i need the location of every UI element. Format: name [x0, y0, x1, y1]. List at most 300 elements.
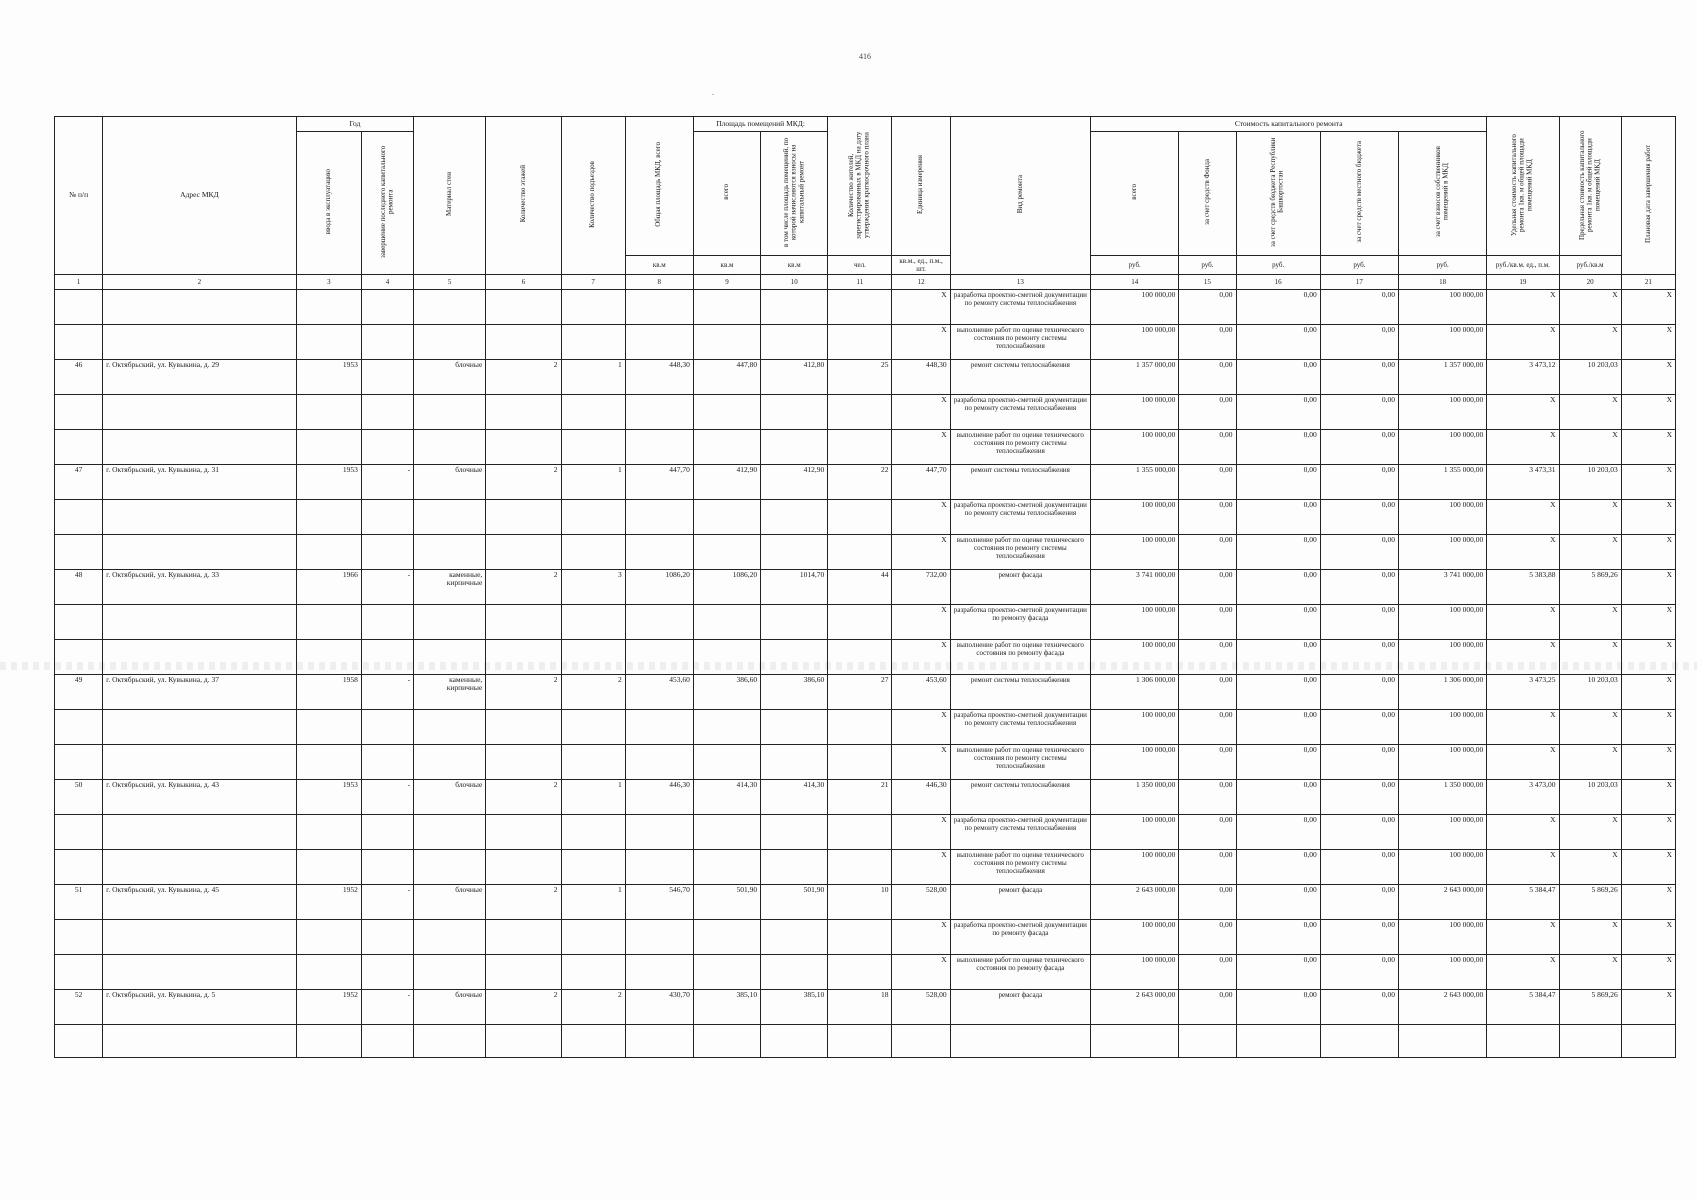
header-owners: за счет взносов собственников помещений в МКД — [1399, 132, 1487, 256]
budget-local-cell: 0,00 — [1320, 429, 1398, 464]
budget-rb-cell: 0,00 — [1236, 639, 1320, 674]
premises-total-cell — [693, 849, 760, 884]
header-address: Адрес МКД — [103, 117, 297, 275]
column-number: 17 — [1320, 274, 1398, 289]
total-area-cell: 447,70 — [625, 464, 693, 499]
table-header — [55, 117, 1676, 290]
residents-cell — [828, 1024, 892, 1057]
address-cell — [103, 429, 297, 464]
entrances-cell — [561, 429, 625, 464]
column-number: 3 — [296, 274, 361, 289]
year-repair-cell — [361, 849, 413, 884]
residents-cell — [828, 639, 892, 674]
max-cost-cell: X — [1559, 534, 1621, 569]
row-number — [55, 534, 103, 569]
unit-cell: руб. — [1179, 255, 1236, 274]
year-commission-cell: 1953 — [296, 359, 361, 394]
max-cost-cell: 10 203,03 — [1559, 674, 1621, 709]
year-commission-cell — [296, 499, 361, 534]
premises-total-cell — [693, 394, 760, 429]
cost-total-cell: 100 000,00 — [1091, 289, 1179, 324]
owners-cell: 100 000,00 — [1399, 394, 1487, 429]
owners-cell: 100 000,00 — [1399, 429, 1487, 464]
premises-total-cell — [693, 639, 760, 674]
budget-local-cell: 0,00 — [1320, 499, 1398, 534]
owners-cell: 100 000,00 — [1399, 744, 1487, 779]
entrances-cell — [561, 744, 625, 779]
work-type-cell: выполнение работ по оценке технического состояния по ремонту системы теплоснабжения — [950, 744, 1090, 779]
year-commission-cell: 1966 — [296, 569, 361, 604]
floors-cell — [486, 1024, 561, 1057]
premises-paying-cell — [761, 429, 828, 464]
floors-cell — [486, 499, 561, 534]
work-subrow — [55, 534, 1676, 569]
deadline-cell: X — [1621, 989, 1675, 1024]
work-subrow — [55, 709, 1676, 744]
unit-cost-cell: X — [1487, 709, 1559, 744]
deadline-cell — [1621, 1024, 1675, 1057]
premises-paying-cell: 1014,70 — [761, 569, 828, 604]
fund-cell: 0,00 — [1179, 639, 1236, 674]
budget-local-cell: 0,00 — [1320, 954, 1398, 989]
budget-local-cell: 0,00 — [1320, 324, 1398, 359]
column-number: 15 — [1179, 274, 1236, 289]
entrances-cell — [561, 499, 625, 534]
max-cost-cell: X — [1559, 394, 1621, 429]
max-cost-cell — [1559, 1024, 1621, 1057]
owners-cell: 100 000,00 — [1399, 954, 1487, 989]
budget-rb-cell: 0,00 — [1236, 289, 1320, 324]
wall-material-cell — [414, 499, 486, 534]
work-subrow — [55, 604, 1676, 639]
year-repair-cell — [361, 324, 413, 359]
address-cell — [103, 849, 297, 884]
header-entrances: Количество подъездов — [561, 117, 625, 275]
year-repair-cell — [361, 709, 413, 744]
budget-rb-cell: 0,00 — [1236, 324, 1320, 359]
row-number — [55, 709, 103, 744]
unit-value-cell: X — [892, 639, 950, 674]
address-cell: г. Октябрьский, ул. Кувыкина, д. 43 — [103, 779, 297, 814]
max-cost-cell: 5 869,26 — [1559, 569, 1621, 604]
year-repair-cell: - — [361, 884, 413, 919]
cost-total-cell: 1 350 000,00 — [1091, 779, 1179, 814]
owners-cell: 100 000,00 — [1399, 639, 1487, 674]
unit-value-cell: X — [892, 604, 950, 639]
budget-rb-cell: 0,00 — [1236, 429, 1320, 464]
deadline-cell: X — [1621, 919, 1675, 954]
entrances-cell: 1 — [561, 464, 625, 499]
premises-total-cell: 414,30 — [693, 779, 760, 814]
entrances-cell — [561, 289, 625, 324]
year-repair-cell — [361, 814, 413, 849]
owners-cell: 100 000,00 — [1399, 324, 1487, 359]
total-area-cell — [625, 499, 693, 534]
deadline-cell: X — [1621, 639, 1675, 674]
work-subrow — [55, 744, 1676, 779]
deadline-cell: X — [1621, 324, 1675, 359]
owners-cell: 100 000,00 — [1399, 814, 1487, 849]
year-commission-cell: 1952 — [296, 884, 361, 919]
total-area-cell: 430,70 — [625, 989, 693, 1024]
owners-cell: 100 000,00 — [1399, 919, 1487, 954]
budget-rb-cell: 0,00 — [1236, 394, 1320, 429]
address-cell: г. Октябрьский, ул. Кувыкина, д. 31 — [103, 464, 297, 499]
header-fund: за счет средств Фонда — [1179, 132, 1236, 256]
owners-cell: 2 643 000,00 — [1399, 884, 1487, 919]
fund-cell: 0,00 — [1179, 919, 1236, 954]
column-number: 8 — [625, 274, 693, 289]
residents-cell — [828, 499, 892, 534]
total-area-cell — [625, 534, 693, 569]
premises-paying-cell — [761, 709, 828, 744]
cost-total-cell: 100 000,00 — [1091, 814, 1179, 849]
max-cost-cell: X — [1559, 499, 1621, 534]
work-type-cell: ремонт фасада — [950, 884, 1090, 919]
total-area-cell: 446,30 — [625, 779, 693, 814]
header-premises-total: всего — [693, 132, 760, 256]
year-repair-cell — [361, 954, 413, 989]
floors-cell: 2 — [486, 674, 561, 709]
residents-cell — [828, 324, 892, 359]
owners-cell: 100 000,00 — [1399, 499, 1487, 534]
entrances-cell — [561, 324, 625, 359]
column-number: 14 — [1091, 274, 1179, 289]
floors-cell — [486, 394, 561, 429]
work-type-cell: разработка проектно-сметной документации по ремонту системы теплоснабжения — [950, 709, 1090, 744]
entrances-cell: 1 — [561, 779, 625, 814]
residents-cell — [828, 709, 892, 744]
total-area-cell — [625, 814, 693, 849]
unit-cost-cell: X — [1487, 814, 1559, 849]
house-row — [55, 674, 1676, 709]
deadline-cell: X — [1621, 394, 1675, 429]
wall-material-cell — [414, 954, 486, 989]
unit-value-cell: X — [892, 534, 950, 569]
owners-cell: 1 350 000,00 — [1399, 779, 1487, 814]
premises-paying-cell — [761, 814, 828, 849]
work-subrow — [55, 429, 1676, 464]
unit-cost-cell: X — [1487, 639, 1559, 674]
work-subrow — [55, 499, 1676, 534]
entrances-cell — [561, 1024, 625, 1057]
premises-paying-cell — [761, 849, 828, 884]
header-budget-local: за счет средств местного бюджета — [1320, 132, 1398, 256]
owners-cell: 2 643 000,00 — [1399, 989, 1487, 1024]
floors-cell — [486, 289, 561, 324]
entrances-cell: 2 — [561, 674, 625, 709]
unit-value-cell: X — [892, 814, 950, 849]
budget-rb-cell: 0,00 — [1236, 499, 1320, 534]
cost-total-cell: 1 306 000,00 — [1091, 674, 1179, 709]
max-cost-cell: 10 203,03 — [1559, 464, 1621, 499]
row-number — [55, 289, 103, 324]
year-repair-cell — [361, 499, 413, 534]
unit-value-cell — [892, 1024, 950, 1057]
header-premises-group: Площадь помещений МКД: — [693, 117, 827, 132]
owners-cell: 3 741 000,00 — [1399, 569, 1487, 604]
year-commission-cell: 1958 — [296, 674, 361, 709]
total-area-cell: 453,60 — [625, 674, 693, 709]
house-row — [55, 359, 1676, 394]
deadline-cell: X — [1621, 849, 1675, 884]
column-number: 1 — [55, 274, 103, 289]
premises-paying-cell — [761, 954, 828, 989]
row-number — [55, 499, 103, 534]
floors-cell — [486, 324, 561, 359]
year-commission-cell: 1953 — [296, 779, 361, 814]
cost-total-cell: 100 000,00 — [1091, 919, 1179, 954]
row-number — [55, 849, 103, 884]
owners-cell: 100 000,00 — [1399, 849, 1487, 884]
budget-rb-cell: 0,00 — [1236, 359, 1320, 394]
unit-cost-cell: X — [1487, 394, 1559, 429]
address-cell — [103, 639, 297, 674]
total-area-cell — [625, 849, 693, 884]
work-subrow — [55, 394, 1676, 429]
fund-cell: 0,00 — [1179, 954, 1236, 989]
premises-total-cell: 386,60 — [693, 674, 760, 709]
wall-material-cell: каменные, кирпичные — [414, 569, 486, 604]
residents-cell: 21 — [828, 779, 892, 814]
residents-cell — [828, 744, 892, 779]
budget-local-cell: 0,00 — [1320, 394, 1398, 429]
year-repair-cell: - — [361, 989, 413, 1024]
budget-local-cell: 0,00 — [1320, 709, 1398, 744]
deadline-cell: X — [1621, 429, 1675, 464]
budget-rb-cell: 0,00 — [1236, 744, 1320, 779]
house-row — [55, 989, 1676, 1024]
max-cost-cell: X — [1559, 709, 1621, 744]
unit-cell: руб. — [1399, 255, 1487, 274]
deadline-cell: X — [1621, 534, 1675, 569]
premises-paying-cell: 412,90 — [761, 464, 828, 499]
column-number: 6 — [486, 274, 561, 289]
row-number — [55, 324, 103, 359]
unit-cost-cell: 3 473,00 — [1487, 779, 1559, 814]
premises-paying-cell — [761, 289, 828, 324]
residents-cell — [828, 954, 892, 989]
fund-cell: 0,00 — [1179, 359, 1236, 394]
deadline-cell: X — [1621, 674, 1675, 709]
column-number: 20 — [1559, 274, 1621, 289]
premises-total-cell — [693, 429, 760, 464]
premises-total-cell: 412,90 — [693, 464, 760, 499]
work-subrow — [55, 324, 1676, 359]
premises-total-cell — [693, 954, 760, 989]
row-number: 46 — [55, 359, 103, 394]
row-number: 50 — [55, 779, 103, 814]
year-commission-cell — [296, 429, 361, 464]
fund-cell: 0,00 — [1179, 849, 1236, 884]
budget-local-cell: 0,00 — [1320, 534, 1398, 569]
address-cell — [103, 744, 297, 779]
residents-cell: 44 — [828, 569, 892, 604]
column-number: 13 — [950, 274, 1090, 289]
unit-cost-cell: 3 473,25 — [1487, 674, 1559, 709]
premises-paying-cell — [761, 604, 828, 639]
residents-cell: 25 — [828, 359, 892, 394]
max-cost-cell: X — [1559, 639, 1621, 674]
budget-local-cell: 0,00 — [1320, 359, 1398, 394]
budget-local-cell: 0,00 — [1320, 849, 1398, 884]
column-number: 4 — [361, 274, 413, 289]
max-cost-cell: X — [1559, 814, 1621, 849]
column-number: 11 — [828, 274, 892, 289]
header-premises-paying: в том числе площадь помещений, по которой начисляются взносы на капитальный ремонт — [761, 132, 828, 256]
fund-cell: 0,00 — [1179, 674, 1236, 709]
max-cost-cell: X — [1559, 744, 1621, 779]
unit-cost-cell: 5 384,47 — [1487, 989, 1559, 1024]
unit-value-cell: 732,00 — [892, 569, 950, 604]
address-cell — [103, 324, 297, 359]
premises-paying-cell — [761, 394, 828, 429]
header-year-commission: ввода в эксплуатацию — [296, 132, 361, 275]
floors-cell — [486, 709, 561, 744]
premises-total-cell — [693, 289, 760, 324]
unit-cost-cell: 3 473,12 — [1487, 359, 1559, 394]
wall-material-cell — [414, 394, 486, 429]
address-cell — [103, 919, 297, 954]
owners-cell: 100 000,00 — [1399, 534, 1487, 569]
row-number — [55, 954, 103, 989]
max-cost-cell: 10 203,03 — [1559, 779, 1621, 814]
unit-cost-cell: X — [1487, 499, 1559, 534]
unit-cost-cell: X — [1487, 324, 1559, 359]
year-repair-cell: - — [361, 779, 413, 814]
unit-cell: руб. — [1091, 255, 1179, 274]
entrances-cell — [561, 709, 625, 744]
budget-local-cell: 0,00 — [1320, 289, 1398, 324]
year-commission-cell — [296, 394, 361, 429]
row-number: 48 — [55, 569, 103, 604]
premises-paying-cell — [761, 919, 828, 954]
entrances-cell — [561, 639, 625, 674]
column-number: 10 — [761, 274, 828, 289]
work-subrow — [55, 814, 1676, 849]
year-commission-cell — [296, 604, 361, 639]
deadline-cell: X — [1621, 569, 1675, 604]
year-commission-cell — [296, 289, 361, 324]
work-type-cell: выполнение работ по оценке технического состояния по ремонту системы теплоснабжения — [950, 849, 1090, 884]
house-row — [55, 464, 1676, 499]
premises-total-cell: 501,90 — [693, 884, 760, 919]
wall-material-cell — [414, 324, 486, 359]
unit-value-cell: X — [892, 394, 950, 429]
row-number — [55, 814, 103, 849]
work-type-cell: разработка проектно-сметной документации по ремонту системы теплоснабжения — [950, 394, 1090, 429]
wall-material-cell: каменные, кирпичные — [414, 674, 486, 709]
entrances-cell — [561, 814, 625, 849]
address-cell: г. Октябрьский, ул. Кувыкина, д. 37 — [103, 674, 297, 709]
unit-value-cell: 447,70 — [892, 464, 950, 499]
work-subrow — [55, 919, 1676, 954]
premises-paying-cell: 414,30 — [761, 779, 828, 814]
budget-rb-cell: 0,00 — [1236, 534, 1320, 569]
work-type-cell: выполнение работ по оценке технического состояния по ремонту фасада — [950, 639, 1090, 674]
address-cell — [103, 814, 297, 849]
total-area-cell — [625, 709, 693, 744]
work-type-cell: ремонт системы теплоснабжения — [950, 464, 1090, 499]
total-area-cell: 546,70 — [625, 884, 693, 919]
residents-cell: 27 — [828, 674, 892, 709]
row-number — [55, 744, 103, 779]
budget-local-cell: 0,00 — [1320, 779, 1398, 814]
fund-cell: 0,00 — [1179, 324, 1236, 359]
residents-cell — [828, 919, 892, 954]
floors-cell — [486, 919, 561, 954]
budget-local-cell — [1320, 1024, 1398, 1057]
residents-cell — [828, 394, 892, 429]
year-repair-cell — [361, 604, 413, 639]
budget-rb-cell: 0,00 — [1236, 919, 1320, 954]
budget-rb-cell: 0,00 — [1236, 954, 1320, 989]
wall-material-cell — [414, 639, 486, 674]
total-area-cell — [625, 954, 693, 989]
total-area-cell — [625, 1024, 693, 1057]
year-commission-cell — [296, 954, 361, 989]
address-cell: г. Октябрьский, ул. Кувыкина, д. 45 — [103, 884, 297, 919]
floors-cell — [486, 849, 561, 884]
work-type-cell: разработка проектно-сметной документации по ремонту системы теплоснабжения — [950, 289, 1090, 324]
fund-cell: 0,00 — [1179, 499, 1236, 534]
row-number — [55, 604, 103, 639]
max-cost-cell: X — [1559, 289, 1621, 324]
year-repair-cell — [361, 394, 413, 429]
wall-material-cell — [414, 534, 486, 569]
budget-local-cell: 0,00 — [1320, 814, 1398, 849]
max-cost-cell: X — [1559, 324, 1621, 359]
unit-cost-cell: X — [1487, 429, 1559, 464]
unit-cost-cell: X — [1487, 744, 1559, 779]
budget-local-cell: 0,00 — [1320, 639, 1398, 674]
entrances-cell: 3 — [561, 569, 625, 604]
budget-local-cell: 0,00 — [1320, 569, 1398, 604]
fund-cell: 0,00 — [1179, 289, 1236, 324]
unit-value-cell: X — [892, 499, 950, 534]
owners-cell: 100 000,00 — [1399, 709, 1487, 744]
fund-cell: 0,00 — [1179, 569, 1236, 604]
year-commission-cell — [296, 744, 361, 779]
year-commission-cell — [296, 639, 361, 674]
work-type-cell: выполнение работ по оценке технического состояния по ремонту системы теплоснабжения — [950, 324, 1090, 359]
budget-local-cell: 0,00 — [1320, 989, 1398, 1024]
budget-local-cell: 0,00 — [1320, 884, 1398, 919]
row-number: 51 — [55, 884, 103, 919]
floors-cell: 2 — [486, 779, 561, 814]
deadline-cell: X — [1621, 709, 1675, 744]
premises-paying-cell — [761, 1024, 828, 1057]
deadline-cell: X — [1621, 954, 1675, 989]
unit-value-cell: X — [892, 324, 950, 359]
year-repair-cell — [361, 289, 413, 324]
premises-total-cell — [693, 1024, 760, 1057]
column-number: 12 — [892, 274, 950, 289]
column-number: 7 — [561, 274, 625, 289]
year-repair-cell — [361, 919, 413, 954]
residents-cell — [828, 429, 892, 464]
work-type-cell: разработка проектно-сметной документации по ремонту фасада — [950, 604, 1090, 639]
unit-cell: руб. — [1236, 255, 1320, 274]
cost-total-cell: 1 357 000,00 — [1091, 359, 1179, 394]
premises-total-cell — [693, 534, 760, 569]
cost-total-cell: 100 000,00 — [1091, 604, 1179, 639]
header-year-last-repair: завершение последнего капитального ремонта — [361, 132, 413, 275]
header-cost-group: Стоимость капитального ремонта — [1091, 117, 1487, 132]
total-area-cell — [625, 394, 693, 429]
work-type-cell — [950, 1024, 1090, 1057]
table-body — [55, 289, 1676, 1057]
